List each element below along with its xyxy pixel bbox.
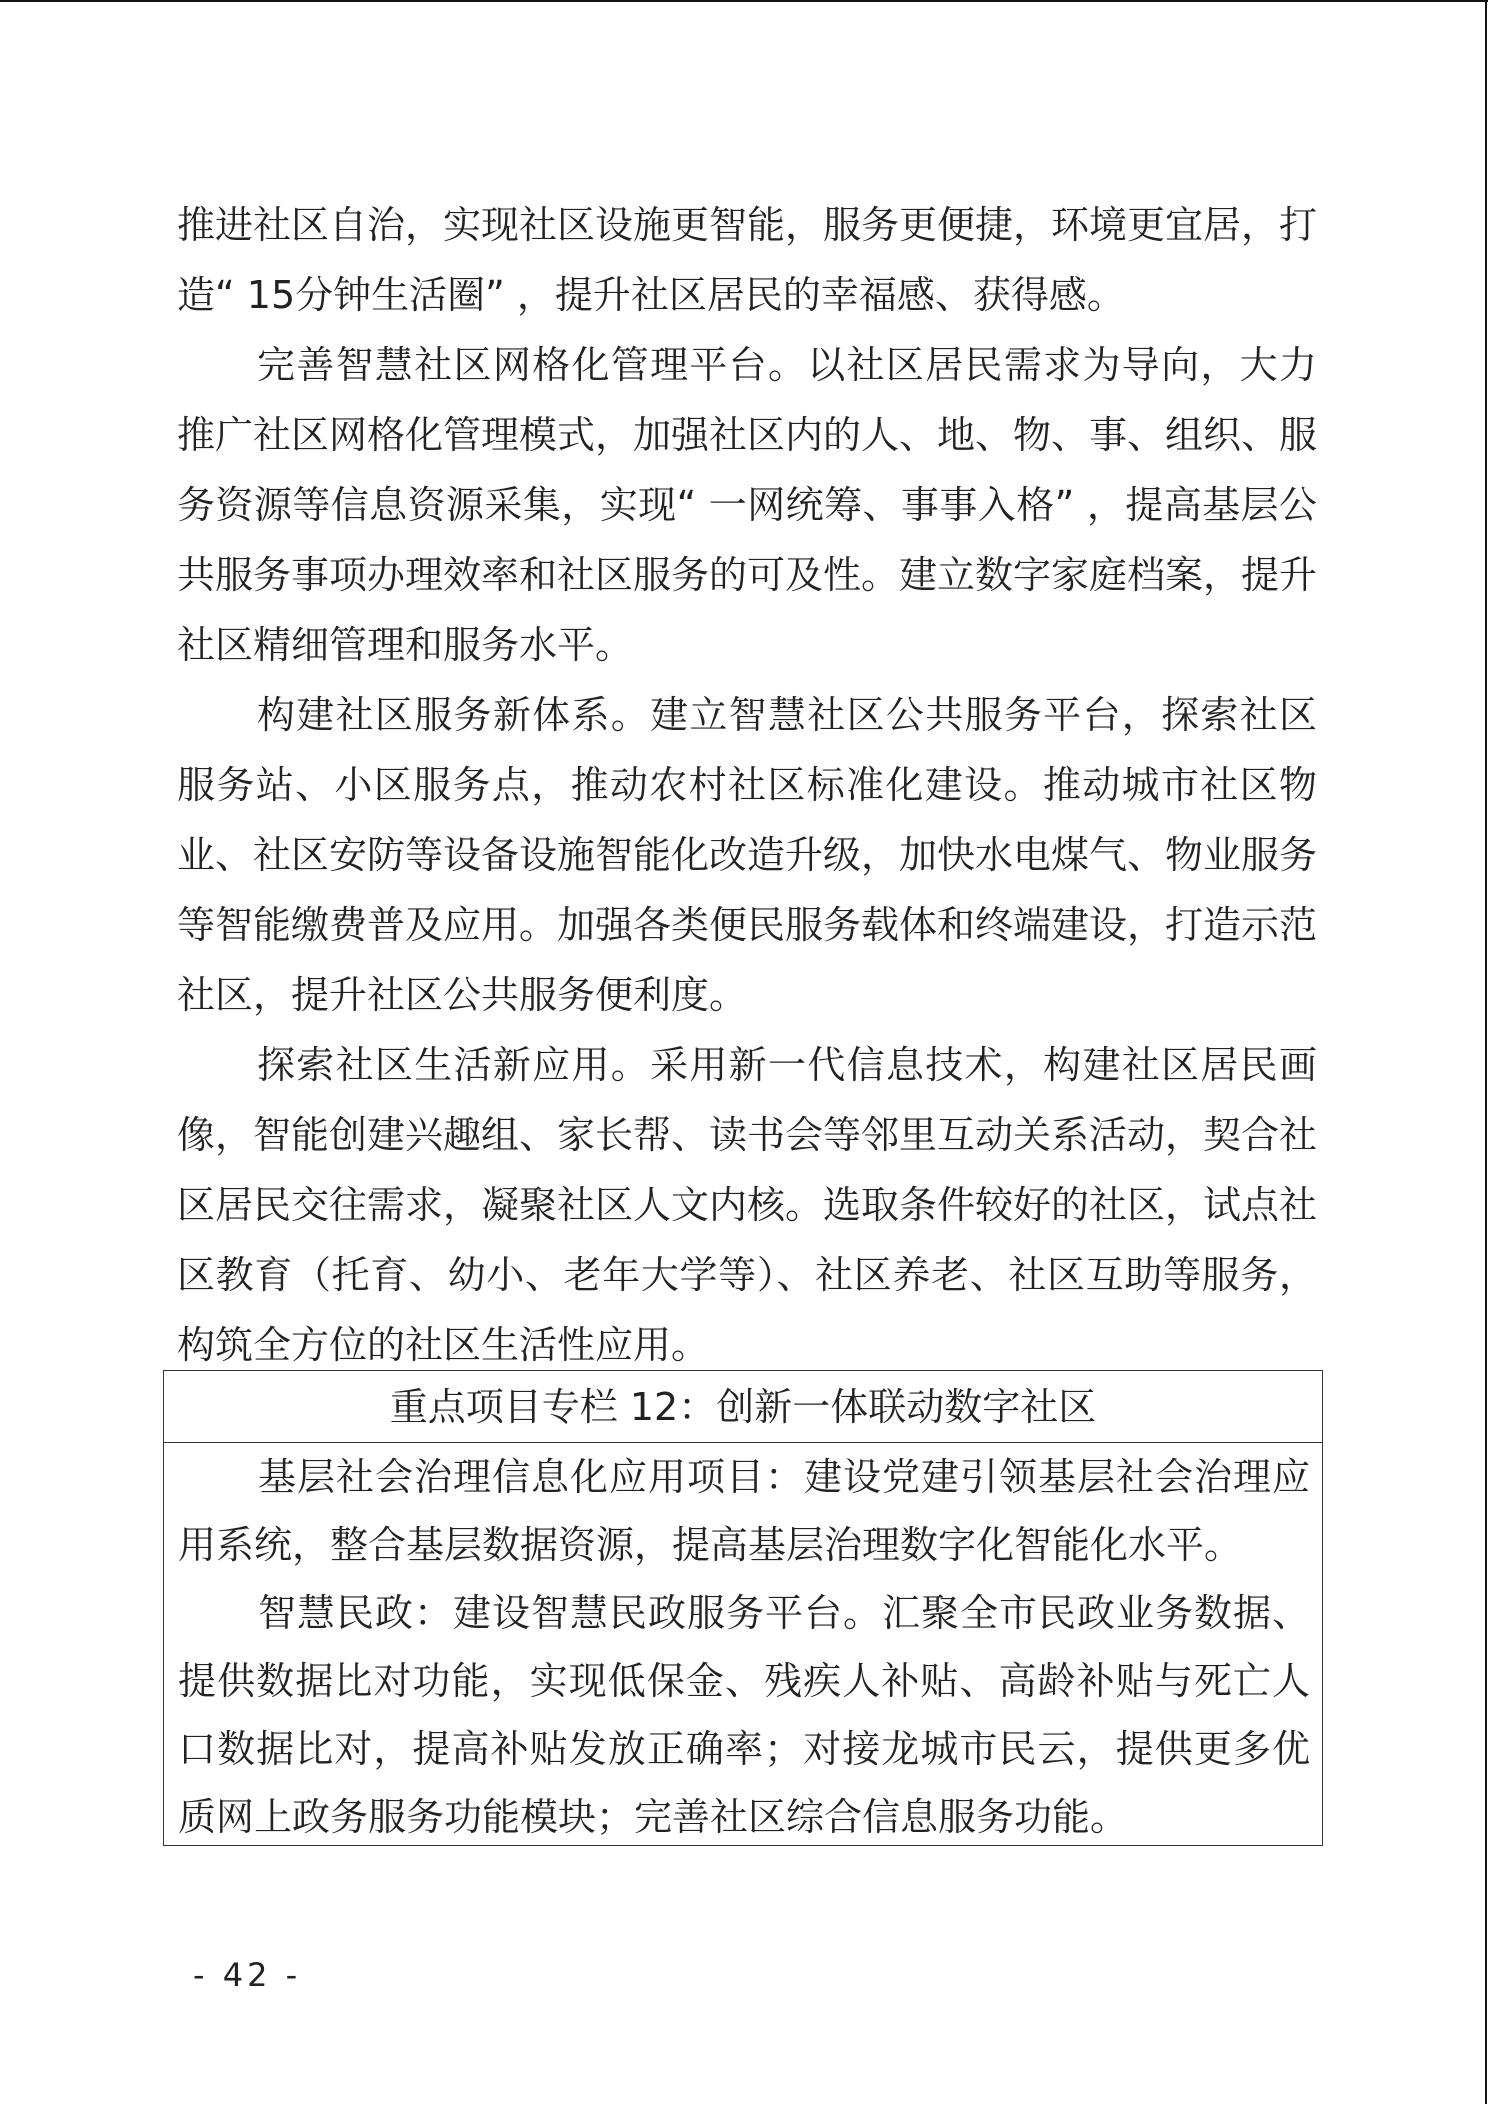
column-box-title: 重点项目专栏 12：创新一体联动数字社区 [164, 1371, 1322, 1443]
body-paragraph-4: 探索社区生活新应用。采用新一代信息技术，构建社区居民画像，智能创建兴趣组、家长帮、读书会等邻里互动关系活动，契合社区居民交往需求，凝聚社区人文内核。选取条件较好的社区，试点社区教育（托育、幼小、老年大学等）、社区养老、社区互助等服务，构筑全方位的社区生活性应用。 [177, 1043, 1318, 1367]
page-right-edge [1485, 0, 1487, 2104]
body-paragraph-2: 完善智慧社区网格化管理平台。以社区居民需求为导向，大力推广社区网格化管理模式，加强社区内的人、地、物、事、组织、服务资源等信息资源采集，实现“ 一网统筹、事事入格” ，提高基层公共服务事项办理效率和社区服务的可及性。建立数字家庭档案，提升社区精细管理和服务水平。 [177, 343, 1318, 667]
page-top-edge [0, 0, 1488, 2]
page-number: - 42 - [193, 1956, 302, 1994]
body-paragraph-3: 构建社区服务新体系。建立智慧社区公共服务平台，探索社区服务站、小区服务点，推动农村社区标准化建设。推动城市社区物业、社区安防等设备设施智能化改造升级，加快水电煤气、物业服务等智能缴费普及应用。加强各类便民服务载体和终端建设，打造示范社区，提升社区公共服务便利度。 [177, 693, 1318, 1017]
body-paragraph-1: 推进社区自治，实现社区设施更智能，服务更便捷，环境更宜居，打造“ 15分钟生活圈” ，提升社区居民的幸福感、获得感。 [177, 203, 1318, 317]
column-box-paragraph-1: 基层社会治理信息化应用项目：建设党建引领基层社会治理应用系统，整合基层数据资源，提高基层治理数字化智能化水平。 [178, 1455, 1310, 1567]
document-body [177, 190, 1317, 1380]
column-box-body [164, 1443, 1322, 1851]
key-project-column-box [163, 1370, 1323, 1846]
column-box-paragraph-2: 智慧民政：建设智慧民政服务平台。汇聚全市民政业务数据、提供数据比对功能，实现低保金、残疾人补贴、高龄补贴与死亡人口数据比对，提高补贴发放正确率；对接龙城市民云，提供更多优质网上政务服务功能模块；完善社区综合信息服务功能。 [178, 1591, 1310, 1839]
